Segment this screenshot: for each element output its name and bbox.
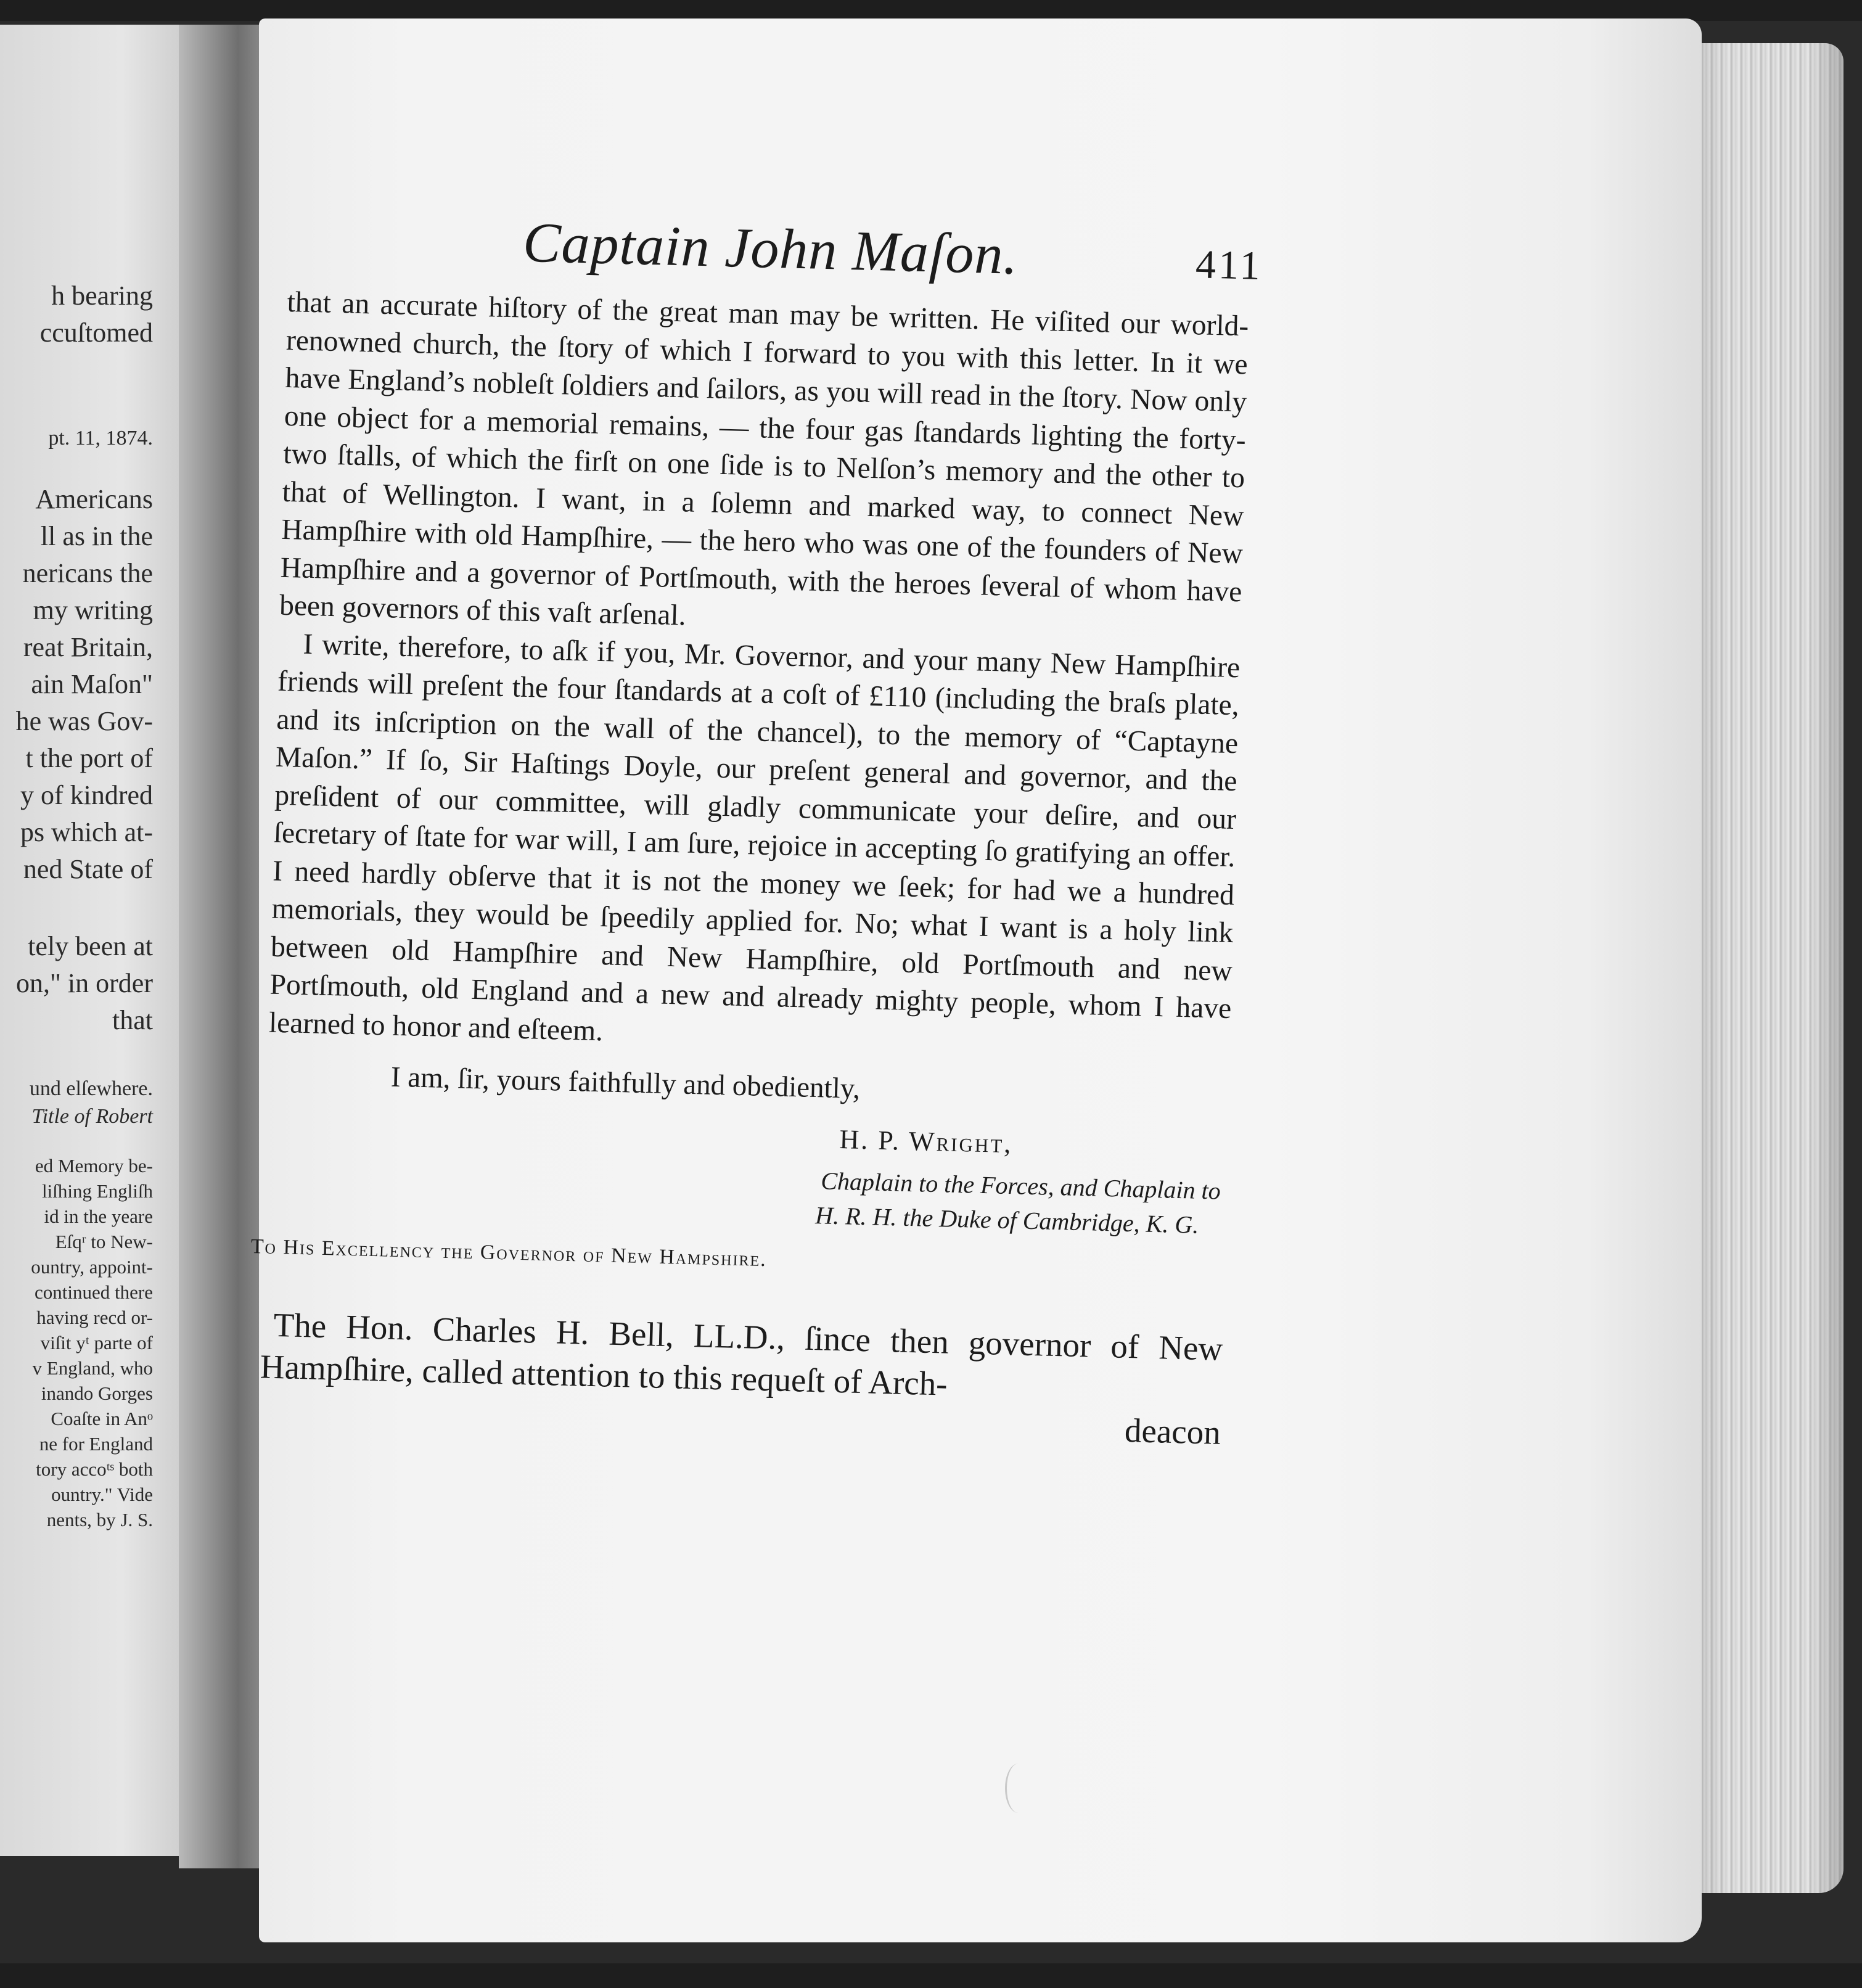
book-page-edges-shade [1677, 43, 1844, 1893]
facing-page-line: ned State of [23, 854, 153, 884]
facing-page-line: t the port of [25, 743, 153, 773]
facing-page-line: ccuſtomed [39, 318, 153, 348]
facing-page-line: tely been at [28, 931, 153, 961]
facing-page-line: y of kindred [20, 780, 153, 810]
facing-page-line: und elſewhere. [29, 1077, 153, 1100]
facing-page-line: ne for England [39, 1433, 153, 1455]
facing-page-line: tory accoᵗˢ both [36, 1458, 153, 1480]
facing-page-line: Title of Robert [31, 1105, 153, 1128]
facing-page-line: reat Britain, [23, 632, 153, 662]
facing-page-line: on," in order [15, 968, 153, 998]
facing-page-left [0, 25, 203, 1856]
film-frame-top [0, 0, 1862, 21]
facing-page-line: h bearing [51, 281, 153, 311]
facing-page-line: id in the yeare [44, 1206, 153, 1227]
letter-signature: H. P. Wright, [839, 1124, 1013, 1159]
facing-page-line: v England, who [32, 1357, 153, 1379]
facing-page-line: he was Gov- [15, 706, 153, 736]
facing-page-line: having recd or- [36, 1307, 153, 1328]
page-content [250, 197, 1263, 1454]
facing-page-line: ed Memory be- [35, 1155, 153, 1177]
facing-page-line: Coaſte in Anᵒ [51, 1408, 153, 1429]
film-frame-bottom [0, 1963, 1862, 1988]
facing-page-line: ll as in the [40, 521, 153, 551]
signature-role-line-1: Chaplain to the Forces, and Chaplain to [820, 1167, 1221, 1205]
facing-page-line: pt. 11, 1874. [48, 427, 153, 450]
facing-page-line: nents, by J. S. [46, 1509, 153, 1530]
letter-addressee: To His Excellency the Governor of New Hampshire. [250, 1234, 768, 1271]
facing-page-line: continued there [35, 1281, 153, 1303]
facing-page-line: ps which at- [20, 817, 153, 847]
scan-dust-mark [1005, 1764, 1031, 1813]
facing-page-line: inando Gorges [41, 1382, 153, 1404]
facing-page-line: Eſqʳ to New- [55, 1231, 153, 1252]
facing-page-line: liſhing Engliſh [42, 1180, 153, 1202]
facing-page-line: my writing [33, 595, 153, 625]
paragraph-1: that an accurate hiſtory of the great man may be written. He viſited our world-renowned church, the ſtory of which I forward to you with this letter. In it we have England’s nobleſt ſoldiers and ſailors, as you will read in the ſtory. Now only one object for a memorial remains, — the four gas ſtandards lighting the forty-two ſtalls, of which the firſt on one ſide is to Nelſon’s memory and the other to that of Wellington. I want, in a ſolemn and marked way, to connect New Hampſhire with old Hampſhire, — the hero who was one of the founders of New Hampſhire and a governor of Portſmouth, with the heroes ſeveral of whom have been governors of this vaſt arſenal. [279, 285, 1249, 632]
signature-role-line-2: H. R. H. the Duke of Cambridge, K. G. [814, 1201, 1199, 1239]
running-title: Captain John Maſon. [522, 210, 1019, 286]
letter-closing: I am, ſir, yours faithfully and obediently, [390, 1061, 861, 1105]
paragraph-2: I write, therefore, to aſk if you, Mr. Governor, and your many New Hampſhire friends will preſent the four ſtandards at a coſt of £110 (including the braſs plate, and its inſcription on the wall of the chancel), to the memory of “Captayne Maſon.” If ſo, Sir Haſtings Doyle, our preſent general and governor, and the preſident of our committee, will gladly communicate your deſire, and our ſecretary of ſtate for war will, I am ſure, rejoice in accepting ſo gratifying an offer. I need hardly obſerve that it is not the money we ſeek; for had we a hundred memorials, they would be ſpeedily applied for. No; what I want is a holy link between old Hampſhire and New Hampſhire, old Portſmouth and new Portſmouth, old England and a new and already mighty people, whom I have learned to honor and eſteem. [268, 628, 1241, 1047]
facing-page-line: viſit yᵗ parte of [40, 1332, 153, 1353]
page-number: 411 [1195, 242, 1263, 289]
facing-page-line: nericans the [22, 558, 153, 588]
facing-page-line: that [112, 1005, 153, 1035]
facing-page-line: Americans [35, 484, 153, 514]
facing-page-line: ountry, appoint- [31, 1256, 153, 1278]
facing-page-line: ountry." Vide [51, 1484, 153, 1505]
trailing-paragraph-end: deacon [1124, 1411, 1221, 1452]
trailing-paragraph: The Hon. Charles H. Bell, LL.D., ſince then governor of New Hampſhire, called attention to this requeſt of Arch- [260, 1305, 1224, 1403]
facing-page-line: ain Maſon" [31, 669, 153, 699]
